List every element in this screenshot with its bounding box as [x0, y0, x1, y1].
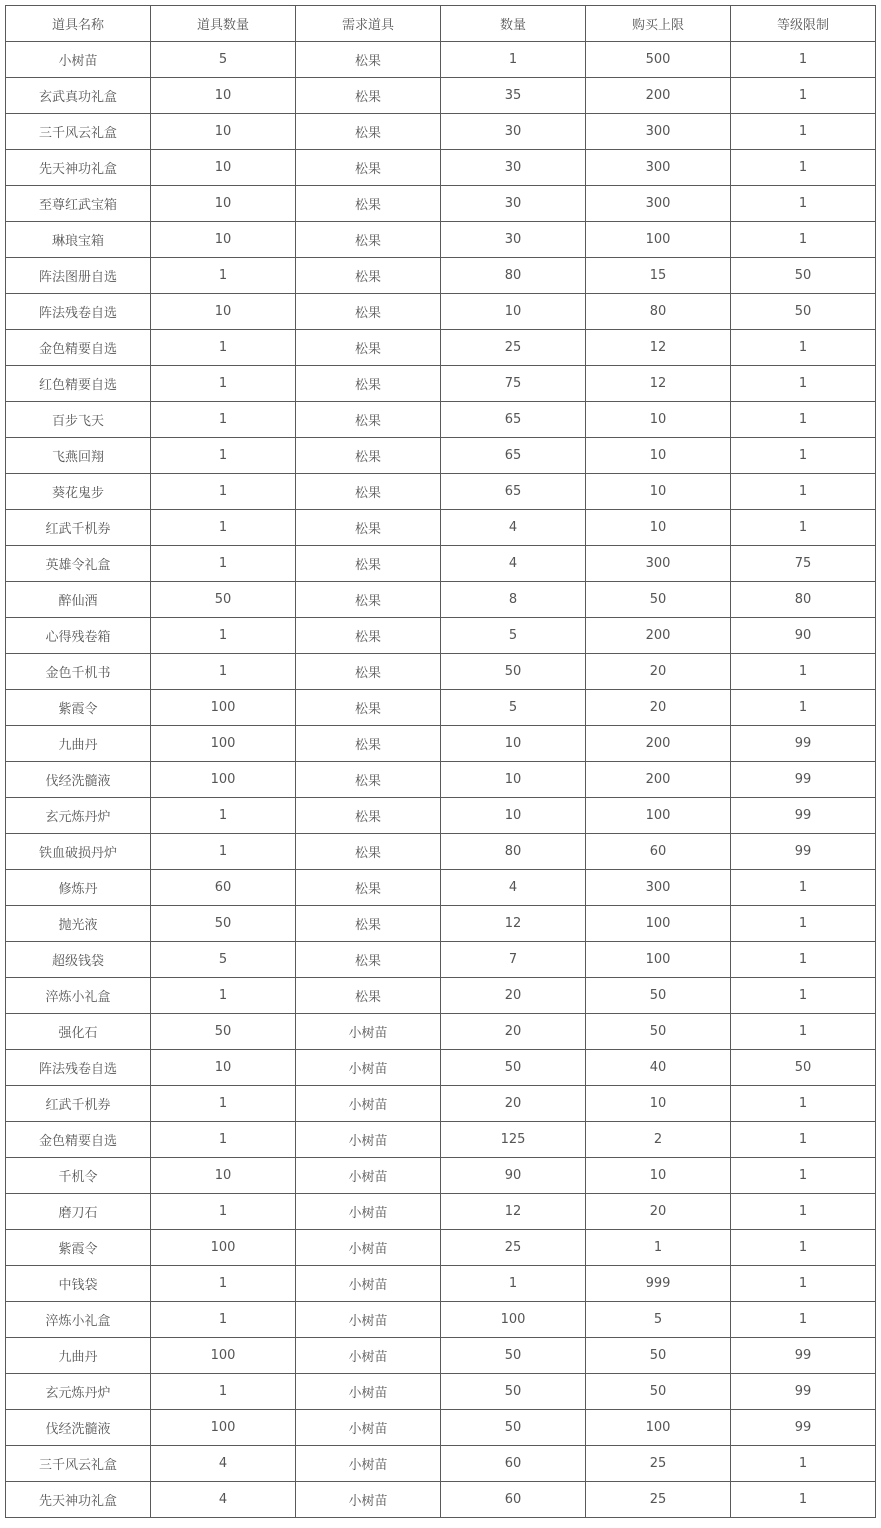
cell-level-limit: 99: [731, 1410, 876, 1446]
cell-purchase-limit: 20: [586, 690, 731, 726]
cell-required-item: 松果: [296, 582, 441, 618]
cell-level-limit: 1: [731, 114, 876, 150]
cell-item-quantity: 5: [151, 942, 296, 978]
cell-item-name: 三千风云礼盒: [6, 114, 151, 150]
cell-purchase-limit: 100: [586, 1410, 731, 1446]
cell-required-item: 小树苗: [296, 1374, 441, 1410]
header-item-name: 道具名称: [6, 6, 151, 42]
cell-required-amount: 25: [441, 330, 586, 366]
table-row: [6, 366, 876, 402]
cell-purchase-limit: 100: [586, 942, 731, 978]
cell-level-limit: 1: [731, 1122, 876, 1158]
table-row: [6, 618, 876, 654]
cell-level-limit: 99: [731, 834, 876, 870]
table-row: [6, 258, 876, 294]
cell-required-item: 松果: [296, 978, 441, 1014]
cell-item-quantity: 100: [151, 726, 296, 762]
cell-level-limit: 1: [731, 474, 876, 510]
cell-item-quantity: 1: [151, 510, 296, 546]
cell-required-item: 松果: [296, 510, 441, 546]
cell-item-name: 金色精要自选: [6, 1122, 151, 1158]
cell-required-item: 松果: [296, 258, 441, 294]
cell-required-item: 松果: [296, 42, 441, 78]
cell-item-name: 修炼丹: [6, 870, 151, 906]
cell-required-item: 松果: [296, 870, 441, 906]
cell-required-amount: 5: [441, 690, 586, 726]
cell-required-item: 小树苗: [296, 1266, 441, 1302]
cell-required-item: 小树苗: [296, 1302, 441, 1338]
cell-item-quantity: 10: [151, 1050, 296, 1086]
table-row: [6, 1122, 876, 1158]
cell-required-amount: 65: [441, 438, 586, 474]
cell-level-limit: 50: [731, 1050, 876, 1086]
cell-purchase-limit: 12: [586, 366, 731, 402]
cell-required-amount: 4: [441, 510, 586, 546]
cell-level-limit: 1: [731, 1086, 876, 1122]
cell-purchase-limit: 200: [586, 618, 731, 654]
cell-required-item: 松果: [296, 942, 441, 978]
cell-item-name: 小树苗: [6, 42, 151, 78]
cell-required-amount: 100: [441, 1302, 586, 1338]
cell-required-amount: 75: [441, 366, 586, 402]
cell-purchase-limit: 300: [586, 870, 731, 906]
cell-level-limit: 99: [731, 1374, 876, 1410]
cell-purchase-limit: 999: [586, 1266, 731, 1302]
cell-purchase-limit: 80: [586, 294, 731, 330]
cell-required-amount: 50: [441, 1338, 586, 1374]
cell-purchase-limit: 15: [586, 258, 731, 294]
cell-item-quantity: 100: [151, 1230, 296, 1266]
cell-level-limit: 1: [731, 1446, 876, 1482]
cell-item-name: 琳琅宝箱: [6, 222, 151, 258]
cell-required-amount: 50: [441, 1374, 586, 1410]
cell-required-amount: 50: [441, 1410, 586, 1446]
cell-level-limit: 1: [731, 1302, 876, 1338]
table-row: [6, 1050, 876, 1086]
cell-required-amount: 90: [441, 1158, 586, 1194]
cell-required-amount: 20: [441, 978, 586, 1014]
table-row: [6, 78, 876, 114]
cell-item-quantity: 1: [151, 978, 296, 1014]
cell-item-name: 铁血破损丹炉: [6, 834, 151, 870]
cell-required-item: 松果: [296, 186, 441, 222]
cell-level-limit: 1: [731, 1230, 876, 1266]
cell-required-amount: 65: [441, 474, 586, 510]
table-header: [6, 6, 876, 42]
cell-item-name: 先天神功礼盒: [6, 150, 151, 186]
cell-item-name: 心得残卷箱: [6, 618, 151, 654]
cell-purchase-limit: 10: [586, 474, 731, 510]
table-row: [6, 186, 876, 222]
cell-item-quantity: 10: [151, 1158, 296, 1194]
table-row: [6, 294, 876, 330]
cell-item-name: 紫霞令: [6, 690, 151, 726]
cell-item-quantity: 1: [151, 1374, 296, 1410]
cell-required-amount: 4: [441, 546, 586, 582]
cell-required-item: 松果: [296, 438, 441, 474]
table-row: [6, 690, 876, 726]
cell-item-name: 红武千机券: [6, 1086, 151, 1122]
cell-item-name: 葵花鬼步: [6, 474, 151, 510]
cell-level-limit: 1: [731, 186, 876, 222]
cell-purchase-limit: 100: [586, 798, 731, 834]
cell-level-limit: 1: [731, 438, 876, 474]
cell-required-amount: 35: [441, 78, 586, 114]
cell-item-name: 阵法残卷自选: [6, 1050, 151, 1086]
cell-purchase-limit: 25: [586, 1446, 731, 1482]
cell-item-quantity: 1: [151, 834, 296, 870]
cell-required-item: 小树苗: [296, 1194, 441, 1230]
cell-item-quantity: 1: [151, 1266, 296, 1302]
cell-required-item: 松果: [296, 906, 441, 942]
cell-required-amount: 50: [441, 1050, 586, 1086]
cell-item-name: 阵法残卷自选: [6, 294, 151, 330]
cell-item-quantity: 10: [151, 78, 296, 114]
cell-level-limit: 80: [731, 582, 876, 618]
shop-table-container: [5, 5, 876, 1518]
table-row: [6, 510, 876, 546]
cell-level-limit: 99: [731, 798, 876, 834]
cell-required-amount: 1: [441, 42, 586, 78]
cell-level-limit: 1: [731, 870, 876, 906]
table-row: [6, 1158, 876, 1194]
cell-item-name: 英雄令礼盒: [6, 546, 151, 582]
cell-required-amount: 125: [441, 1122, 586, 1158]
cell-required-amount: 60: [441, 1446, 586, 1482]
cell-required-item: 小树苗: [296, 1482, 441, 1518]
cell-item-name: 三千风云礼盒: [6, 1446, 151, 1482]
cell-item-quantity: 1: [151, 1086, 296, 1122]
cell-item-name: 醉仙酒: [6, 582, 151, 618]
cell-required-item: 松果: [296, 798, 441, 834]
cell-required-item: 小树苗: [296, 1086, 441, 1122]
cell-item-quantity: 10: [151, 114, 296, 150]
cell-level-limit: 1: [731, 690, 876, 726]
header-item-quantity: 道具数量: [151, 6, 296, 42]
table-row: [6, 42, 876, 78]
table-row: [6, 330, 876, 366]
cell-purchase-limit: 10: [586, 1158, 731, 1194]
cell-required-amount: 10: [441, 798, 586, 834]
table-row: [6, 1230, 876, 1266]
cell-required-item: 松果: [296, 618, 441, 654]
cell-item-name: 阵法图册自选: [6, 258, 151, 294]
cell-level-limit: 1: [731, 1194, 876, 1230]
cell-required-amount: 65: [441, 402, 586, 438]
cell-item-quantity: 100: [151, 1410, 296, 1446]
cell-item-quantity: 1: [151, 474, 296, 510]
cell-purchase-limit: 50: [586, 1338, 731, 1374]
cell-level-limit: 1: [731, 906, 876, 942]
cell-purchase-limit: 1: [586, 1230, 731, 1266]
table-row: [6, 654, 876, 690]
cell-level-limit: 1: [731, 978, 876, 1014]
cell-item-name: 至尊红武宝箱: [6, 186, 151, 222]
cell-purchase-limit: 300: [586, 546, 731, 582]
cell-required-amount: 5: [441, 618, 586, 654]
cell-required-item: 小树苗: [296, 1338, 441, 1374]
cell-purchase-limit: 2: [586, 1122, 731, 1158]
cell-item-quantity: 1: [151, 618, 296, 654]
cell-level-limit: 1: [731, 78, 876, 114]
table-row: [6, 726, 876, 762]
cell-required-item: 松果: [296, 834, 441, 870]
shop-exchange-table: [5, 5, 876, 1518]
cell-required-item: 松果: [296, 726, 441, 762]
cell-purchase-limit: 50: [586, 1374, 731, 1410]
table-row: [6, 1446, 876, 1482]
header-purchase-limit: 购买上限: [586, 6, 731, 42]
cell-purchase-limit: 200: [586, 762, 731, 798]
cell-item-name: 百步飞天: [6, 402, 151, 438]
table-row: [6, 1338, 876, 1374]
cell-required-amount: 1: [441, 1266, 586, 1302]
cell-required-item: 松果: [296, 546, 441, 582]
cell-purchase-limit: 100: [586, 222, 731, 258]
cell-item-name: 强化石: [6, 1014, 151, 1050]
cell-required-item: 小树苗: [296, 1410, 441, 1446]
cell-item-name: 抛光液: [6, 906, 151, 942]
cell-purchase-limit: 10: [586, 510, 731, 546]
cell-purchase-limit: 200: [586, 78, 731, 114]
cell-required-item: 小树苗: [296, 1014, 441, 1050]
cell-item-name: 金色千机书: [6, 654, 151, 690]
table-row: [6, 762, 876, 798]
cell-purchase-limit: 40: [586, 1050, 731, 1086]
table-row: [6, 402, 876, 438]
cell-required-amount: 25: [441, 1230, 586, 1266]
cell-level-limit: 1: [731, 510, 876, 546]
cell-required-item: 松果: [296, 762, 441, 798]
cell-purchase-limit: 500: [586, 42, 731, 78]
cell-item-quantity: 1: [151, 438, 296, 474]
table-row: [6, 1482, 876, 1518]
cell-item-quantity: 1: [151, 366, 296, 402]
cell-required-item: 松果: [296, 294, 441, 330]
cell-required-amount: 12: [441, 906, 586, 942]
cell-required-amount: 30: [441, 186, 586, 222]
table-row: [6, 1194, 876, 1230]
cell-level-limit: 90: [731, 618, 876, 654]
cell-purchase-limit: 20: [586, 1194, 731, 1230]
cell-required-amount: 30: [441, 114, 586, 150]
table-row: [6, 870, 876, 906]
cell-required-item: 松果: [296, 78, 441, 114]
cell-item-quantity: 4: [151, 1446, 296, 1482]
table-row: [6, 1086, 876, 1122]
cell-required-amount: 30: [441, 222, 586, 258]
cell-level-limit: 99: [731, 1338, 876, 1374]
table-row: [6, 1302, 876, 1338]
cell-purchase-limit: 5: [586, 1302, 731, 1338]
table-row: [6, 942, 876, 978]
cell-level-limit: 1: [731, 222, 876, 258]
cell-item-name: 玄元炼丹炉: [6, 798, 151, 834]
cell-required-item: 小树苗: [296, 1158, 441, 1194]
cell-required-item: 小树苗: [296, 1122, 441, 1158]
cell-level-limit: 1: [731, 654, 876, 690]
cell-item-quantity: 1: [151, 258, 296, 294]
cell-item-quantity: 1: [151, 798, 296, 834]
cell-item-name: 红色精要自选: [6, 366, 151, 402]
cell-item-quantity: 5: [151, 42, 296, 78]
cell-item-name: 超级钱袋: [6, 942, 151, 978]
cell-item-quantity: 1: [151, 1122, 296, 1158]
cell-level-limit: 1: [731, 42, 876, 78]
cell-level-limit: 1: [731, 150, 876, 186]
cell-item-quantity: 10: [151, 150, 296, 186]
cell-required-amount: 50: [441, 654, 586, 690]
header-row: [6, 6, 876, 42]
cell-required-amount: 80: [441, 834, 586, 870]
cell-purchase-limit: 300: [586, 186, 731, 222]
cell-required-item: 小树苗: [296, 1230, 441, 1266]
cell-required-item: 松果: [296, 690, 441, 726]
cell-purchase-limit: 50: [586, 1014, 731, 1050]
table-row: [6, 582, 876, 618]
table-row: [6, 906, 876, 942]
table-row: [6, 546, 876, 582]
cell-level-limit: 50: [731, 294, 876, 330]
cell-purchase-limit: 100: [586, 906, 731, 942]
cell-purchase-limit: 60: [586, 834, 731, 870]
cell-required-item: 松果: [296, 474, 441, 510]
table-row: [6, 1374, 876, 1410]
cell-level-limit: 1: [731, 1482, 876, 1518]
cell-level-limit: 99: [731, 726, 876, 762]
cell-item-name: 伐经洗髓液: [6, 762, 151, 798]
cell-required-item: 小树苗: [296, 1446, 441, 1482]
cell-item-quantity: 1: [151, 330, 296, 366]
cell-purchase-limit: 20: [586, 654, 731, 690]
cell-item-name: 飞燕回翔: [6, 438, 151, 474]
cell-required-amount: 4: [441, 870, 586, 906]
cell-item-name: 紫霞令: [6, 1230, 151, 1266]
cell-item-quantity: 100: [151, 690, 296, 726]
cell-required-amount: 10: [441, 294, 586, 330]
cell-item-quantity: 1: [151, 1302, 296, 1338]
cell-level-limit: 1: [731, 330, 876, 366]
cell-required-amount: 7: [441, 942, 586, 978]
table-row: [6, 1014, 876, 1050]
table-row: [6, 474, 876, 510]
cell-required-item: 松果: [296, 114, 441, 150]
cell-item-name: 玄武真功礼盒: [6, 78, 151, 114]
cell-item-name: 伐经洗髓液: [6, 1410, 151, 1446]
cell-level-limit: 1: [731, 1266, 876, 1302]
cell-required-amount: 20: [441, 1086, 586, 1122]
table-row: [6, 114, 876, 150]
cell-item-quantity: 10: [151, 294, 296, 330]
cell-required-item: 松果: [296, 330, 441, 366]
cell-item-name: 千机令: [6, 1158, 151, 1194]
header-level-limit: 等级限制: [731, 6, 876, 42]
cell-required-item: 松果: [296, 654, 441, 690]
table-row: [6, 1266, 876, 1302]
cell-level-limit: 1: [731, 942, 876, 978]
table-row: [6, 798, 876, 834]
cell-item-name: 磨刀石: [6, 1194, 151, 1230]
cell-item-quantity: 1: [151, 402, 296, 438]
header-required-amount: 数量: [441, 6, 586, 42]
cell-required-item: 松果: [296, 222, 441, 258]
cell-item-name: 淬炼小礼盒: [6, 978, 151, 1014]
cell-required-amount: 30: [441, 150, 586, 186]
cell-item-quantity: 1: [151, 1194, 296, 1230]
cell-required-amount: 80: [441, 258, 586, 294]
cell-purchase-limit: 10: [586, 438, 731, 474]
cell-required-item: 松果: [296, 366, 441, 402]
cell-level-limit: 1: [731, 402, 876, 438]
cell-required-amount: 10: [441, 762, 586, 798]
cell-item-quantity: 10: [151, 222, 296, 258]
cell-item-quantity: 10: [151, 186, 296, 222]
cell-level-limit: 99: [731, 762, 876, 798]
cell-item-name: 九曲丹: [6, 726, 151, 762]
cell-item-name: 金色精要自选: [6, 330, 151, 366]
cell-item-quantity: 4: [151, 1482, 296, 1518]
cell-item-quantity: 100: [151, 762, 296, 798]
cell-item-quantity: 60: [151, 870, 296, 906]
cell-required-amount: 8: [441, 582, 586, 618]
cell-level-limit: 75: [731, 546, 876, 582]
cell-required-amount: 10: [441, 726, 586, 762]
cell-purchase-limit: 12: [586, 330, 731, 366]
cell-purchase-limit: 10: [586, 402, 731, 438]
cell-item-name: 中钱袋: [6, 1266, 151, 1302]
cell-required-amount: 20: [441, 1014, 586, 1050]
cell-purchase-limit: 50: [586, 582, 731, 618]
cell-item-quantity: 1: [151, 654, 296, 690]
cell-item-quantity: 100: [151, 1338, 296, 1374]
cell-item-quantity: 1: [151, 546, 296, 582]
header-required-item: 需求道具: [296, 6, 441, 42]
cell-purchase-limit: 300: [586, 150, 731, 186]
cell-required-item: 松果: [296, 150, 441, 186]
cell-required-item: 小树苗: [296, 1050, 441, 1086]
cell-level-limit: 1: [731, 366, 876, 402]
cell-purchase-limit: 25: [586, 1482, 731, 1518]
table-row: [6, 438, 876, 474]
cell-item-name: 玄元炼丹炉: [6, 1374, 151, 1410]
cell-required-amount: 60: [441, 1482, 586, 1518]
table-body: [6, 42, 876, 1518]
cell-required-item: 松果: [296, 402, 441, 438]
table-row: [6, 222, 876, 258]
cell-purchase-limit: 300: [586, 114, 731, 150]
cell-item-quantity: 50: [151, 906, 296, 942]
table-row: [6, 834, 876, 870]
cell-item-name: 先天神功礼盒: [6, 1482, 151, 1518]
cell-item-quantity: 50: [151, 1014, 296, 1050]
cell-purchase-limit: 10: [586, 1086, 731, 1122]
cell-level-limit: 1: [731, 1014, 876, 1050]
cell-item-quantity: 50: [151, 582, 296, 618]
cell-level-limit: 1: [731, 1158, 876, 1194]
cell-item-name: 九曲丹: [6, 1338, 151, 1374]
cell-required-amount: 12: [441, 1194, 586, 1230]
cell-item-name: 红武千机券: [6, 510, 151, 546]
table-row: [6, 150, 876, 186]
table-row: [6, 1410, 876, 1446]
table-row: [6, 978, 876, 1014]
cell-purchase-limit: 200: [586, 726, 731, 762]
cell-purchase-limit: 50: [586, 978, 731, 1014]
cell-item-name: 淬炼小礼盒: [6, 1302, 151, 1338]
cell-level-limit: 50: [731, 258, 876, 294]
